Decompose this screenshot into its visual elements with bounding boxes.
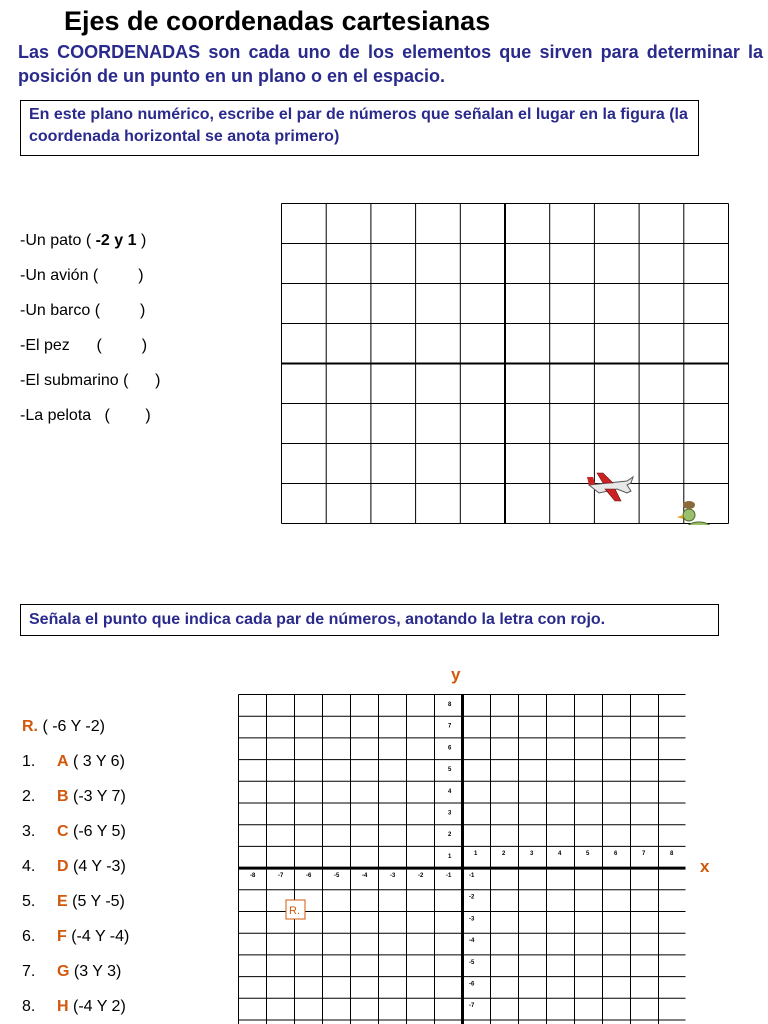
tick-label: 5 [586,851,590,857]
coordinate-item: 5. E (5 Y -5) [22,893,125,910]
tick-label: -5 [469,959,475,966]
svg-text:R.: R. [289,905,300,917]
tick-label: 8 [670,851,674,857]
coordinate-item: 1. A ( 3 Y 6) [22,753,125,770]
tick-label: -6 [306,873,312,879]
tick-label: -3 [390,873,396,879]
tick-label: 6 [614,851,618,857]
tick-label: 8 [448,702,452,708]
example-point-marker [286,900,305,919]
intro-paragraph: Las COORDENADAS son cada uno de los elementos que sirven para determinar la posición de un punto en un plano o en el espacio. [18,42,763,86]
list-item: -El pez ( ) [20,337,148,354]
list-item: -Un pato ( -2 y 1 ) [20,232,147,249]
tick-label: -8 [250,873,256,879]
list-item: -El submarino ( ) [20,372,161,389]
list-item: -Un barco ( ) [20,302,146,319]
tick-label: 2 [502,851,506,857]
coordinate-plane [238,694,686,1024]
tick-label: -6 [469,981,475,988]
tick-label: -1 [446,873,452,879]
coordinate-item: R. ( -6 Y -2) [22,718,105,735]
tick-label: 7 [642,851,646,857]
tick-label: 3 [530,851,534,857]
y-axis-label: y [451,665,461,684]
picture-grid [281,203,730,525]
tick-label: 3 [448,810,452,817]
tick-label: 7 [448,723,452,730]
tick-label: -2 [469,894,475,901]
tick-label: 1 [448,853,452,860]
coordinate-item: 3. C (-6 Y 5) [22,823,126,840]
tick-label: -4 [362,873,368,879]
instruction-box-1: En este plano numérico, escribe el par de números que señalan el lugar en la figura (la coordenada horizontal se anota primero) [20,100,699,156]
coordinate-item: 6. F (-4 Y -4) [22,928,130,945]
tick-label: 1 [474,851,478,857]
coordinate-item: 7. G (3 Y 3) [22,963,122,980]
coordinate-item: 4. D (4 Y -3) [22,858,126,875]
coordinate-item: 8. H (-4 Y 2) [22,998,126,1015]
x-axis-label: x [700,857,710,876]
tick-label: 6 [448,745,452,752]
tick-label: -1 [469,873,475,879]
tick-label: -7 [278,873,284,879]
list-item: -La pelota ( ) [20,407,151,424]
page-title: Ejes de coordenadas cartesianas [64,6,491,36]
duck-icon [677,501,713,525]
tick-label: -3 [469,916,475,923]
tick-label: 5 [448,767,452,774]
instruction-box-2: Señala el punto que indica cada par de números, anotando la letra con rojo. [20,604,719,636]
list-item: -Un avión ( ) [20,267,144,284]
tick-label: -4 [469,938,475,945]
tick-label: -5 [334,873,340,879]
tick-label: -2 [418,873,424,879]
coordinate-item: 2. B (-3 Y 7) [22,788,126,805]
tick-label: -7 [469,1003,475,1010]
tick-label: 4 [448,788,452,795]
tick-label: 2 [448,832,452,839]
tick-label: 4 [558,851,562,857]
